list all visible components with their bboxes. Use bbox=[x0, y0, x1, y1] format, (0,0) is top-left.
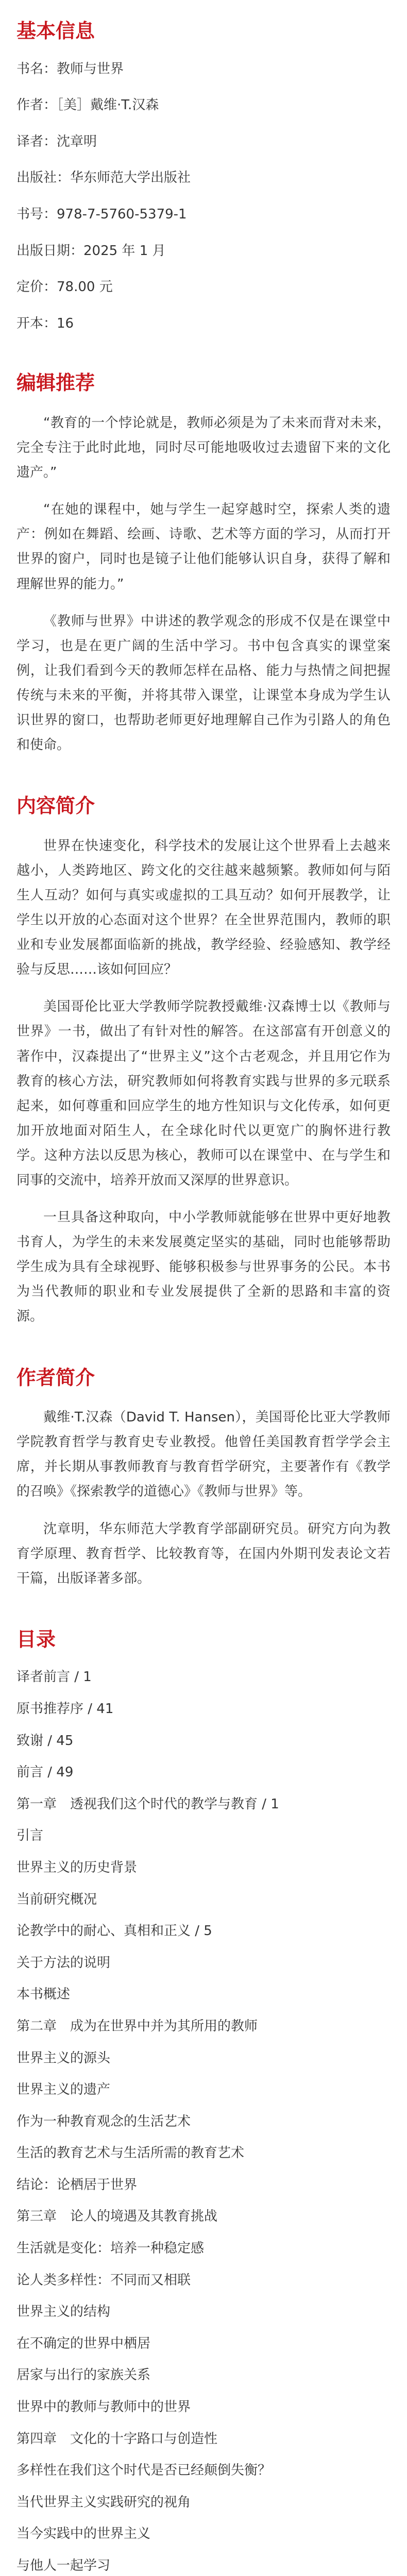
toc-item: 世界主义的历史背景 bbox=[16, 1859, 138, 1875]
editor-recommendation-body bbox=[16, 411, 391, 757]
toc-item: 生活的教育艺术与生活所需的教育艺术 bbox=[16, 2145, 245, 2161]
toc-item: 第一章 透视我们这个时代的教学与教育 / 1 bbox=[16, 1796, 279, 1812]
info-line: 出版社：华东师范大学出版社 bbox=[16, 170, 191, 186]
toc-item: 第三章 论人的境遇及其教育挑战 bbox=[16, 2209, 218, 2225]
basic-info-section bbox=[16, 20, 391, 334]
editor-recommendation-section bbox=[16, 371, 391, 757]
toc-item: 世界主义的遗产 bbox=[16, 2082, 111, 2098]
toc-item: 译者前言 / 1 bbox=[16, 1669, 92, 1685]
toc-item: 生活就是变化：培养一种稳定感 bbox=[16, 2241, 205, 2257]
info-line: 译者：沈章明 bbox=[16, 133, 97, 149]
toc-list bbox=[16, 1667, 391, 2576]
toc-item: 本书概述 bbox=[16, 1987, 71, 2003]
basic-info-list bbox=[16, 59, 391, 335]
toc-item: 第四章 文化的十字路口与创造性 bbox=[16, 2431, 218, 2447]
toc-item: 世界中的教师与教师中的世界 bbox=[16, 2399, 191, 2415]
content-summary-body bbox=[16, 834, 391, 1329]
toc-item: 论人类多样性：不同而又相联 bbox=[16, 2272, 191, 2288]
author-intro-heading: 作者简介 bbox=[16, 1366, 95, 1389]
paragraph: 世界在快速变化，科学技术的发展让这个世界看上去越来越小，人类跨地区、跨文化的交往越来越频繁。教师如何与陌生人互动？如何与真实或虚拟的工具互动？如何开展教学，让学生以开放的心态面对这个世界？在全世界范围内，教师的职业和专业发展都面临新的挑战，教学经验、经验感知、教学经验与反思……该如何回应？ bbox=[16, 838, 391, 978]
info-line: 开本：16 bbox=[16, 315, 74, 331]
paragraph: “在她的课程中，她与学生一起穿越时空，探索人类的遗产：例如在舞蹈、绘画、诗歌、艺术等方面的学习，从而打开世界的窗户，同时也是镜子让他们能够认识自身，获得了解和理解世界的能力。” bbox=[16, 502, 391, 592]
toc-item: 第二章 成为在世界中并为其所用的教师 bbox=[16, 2018, 258, 2034]
toc-item: 当前研究概况 bbox=[16, 1891, 97, 1907]
paragraph: 沈章明，华东师范大学教育学部副研究员。研究方向为教育学原理、教育哲学、比较教育等，在国内外期刊发表论文若干篇，出版译著多部。 bbox=[16, 1521, 391, 1586]
toc-item: 与他人一起学习 bbox=[16, 2558, 111, 2573]
toc-item: 致谢 / 45 bbox=[16, 1733, 74, 1749]
toc-item: 在不确定的世界中栖居 bbox=[16, 2335, 151, 2351]
paragraph: 美国哥伦比亚大学教师学院教授戴维·汉森博士以《教师与世界》一书，做出了有针对性的解答。在这部富有开创意义的著作中，汉森提出了“世界主义”这个古老观念，并且用它作为教育的核心方法，研究教师如何将教育实践与世界的多元联系起来，如何尊重和回应学生的地方性知识与文化传承，如何更加开放地面对陌生人，在全球化时代以更宽广的胸怀进行教学。这种方法以反思为核心，教师可以在课堂中、在与学生和同事的交流中，培养开放而又深厚的世界意识。 bbox=[16, 999, 391, 1188]
info-line: 作者：［美］戴维·T.汉森 bbox=[16, 97, 159, 113]
author-intro-body bbox=[16, 1405, 391, 1591]
toc-item: 多样性在我们这个时代是否已经颠倒失衡？ bbox=[16, 2463, 272, 2479]
content-summary-section bbox=[16, 794, 391, 1329]
toc-item: 原书推荐序 / 41 bbox=[16, 1701, 114, 1717]
toc-item: 关于方法的说明 bbox=[16, 1955, 111, 1971]
toc-item: 当代世界主义实践研究的视角 bbox=[16, 2494, 191, 2510]
editor-recommendation-heading: 编辑推荐 bbox=[16, 371, 95, 395]
paragraph: 《教师与世界》中讲述的教学观念的形成不仅是在课堂中学习，也是在更广阔的生活中学习。书中包含真实的课堂案例，让我们看到今天的教师怎样在品格、能力与热情之间把握传统与未来的平衡，并将其带入课堂，让课堂本身成为学生认识世界的窗口，也帮助老师更好地理解自己作为引路人的角色和使命。 bbox=[16, 613, 391, 753]
toc-item: 引言 bbox=[16, 1828, 44, 1844]
info-line: 出版日期：2025 年 1 月 bbox=[16, 243, 166, 259]
toc-item: 居家与出行的家族关系 bbox=[16, 2367, 151, 2383]
toc-item: 前言 / 49 bbox=[16, 1765, 74, 1781]
toc-item: 世界主义的源头 bbox=[16, 2050, 111, 2066]
paragraph: “教育的一个悖论就是，教师必须是为了未来而背对未来，完全专注于此时此地，同时尽可能地吸收过去遗留下来的文化遗产。” bbox=[16, 415, 391, 481]
paragraph: 一旦具备这种取向，中小学教师就能够在世界中更好地教书育人，为学生的未来发展奠定坚实的基础，同时也能够帮助学生成为具有全球视野、能够积极参与世界事务的公民。本书为当代教师的职业和专业发展提供了全新的思路和丰富的资源。 bbox=[16, 1210, 391, 1325]
toc-section bbox=[16, 1628, 391, 2576]
toc-item: 论教学中的耐心、真相和正义 / 5 bbox=[16, 1923, 212, 1939]
toc-item: 世界主义的结构 bbox=[16, 2304, 111, 2320]
toc-heading: 目录 bbox=[16, 1628, 56, 1651]
basic-info-heading: 基本信息 bbox=[16, 20, 95, 42]
toc-item: 作为一种教育观念的生活艺术 bbox=[16, 2113, 191, 2129]
toc-item: 结论：论栖居于世界 bbox=[16, 2177, 138, 2193]
paragraph: 戴维·T.汉森（David T. Hansen），美国哥伦比亚大学教师学院教育哲学与教育史专业教授。他曾任美国教育哲学学会主席，并长期从事教师教育与教育哲学研究，主要著作有《教学的召唤》《探索教学的道德心》《教师与世界》等。 bbox=[16, 1410, 391, 1500]
toc-item: 当今实践中的世界主义 bbox=[16, 2526, 151, 2542]
info-line: 书号：978-7-5760-5379-1 bbox=[16, 206, 187, 222]
author-intro-section bbox=[16, 1366, 391, 1591]
info-line: 定价：78.00 元 bbox=[16, 279, 113, 295]
content-summary-heading: 内容简介 bbox=[16, 794, 95, 818]
info-line: 书名：教师与世界 bbox=[16, 61, 124, 77]
